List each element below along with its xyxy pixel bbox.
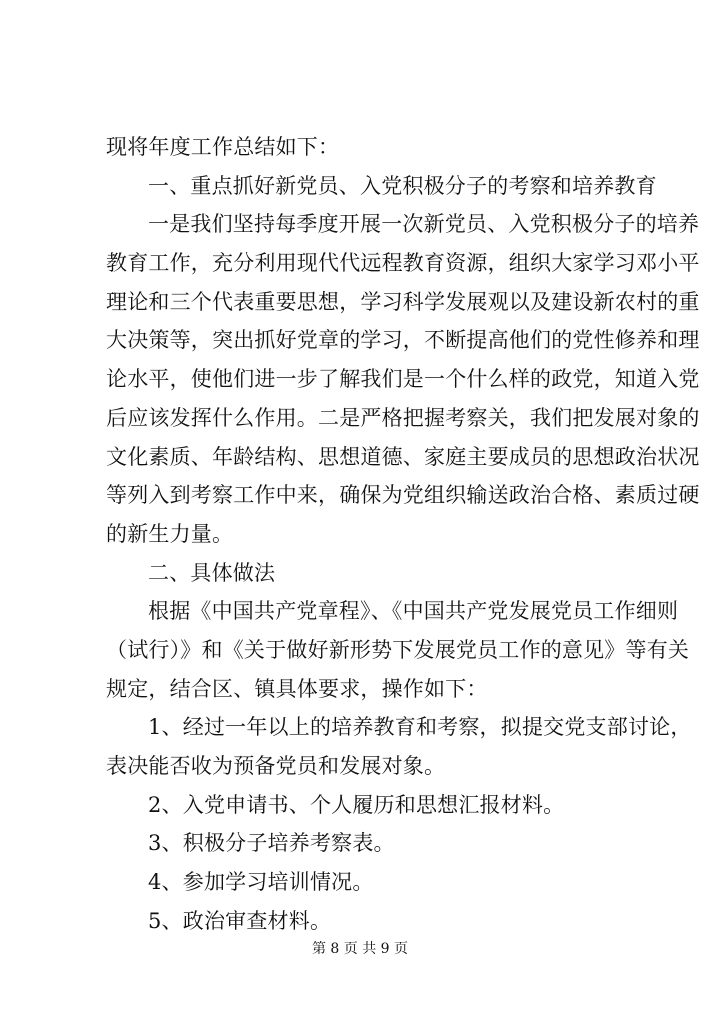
- list-item-continuation: 表决能否收为预备党员和发展对象。: [106, 754, 446, 778]
- body-line: 规定，结合区、镇具体要求，操作如下：: [106, 676, 488, 701]
- list-item: 3、积极分子培养考察表。: [148, 831, 395, 856]
- document-body: [106, 132, 700, 944]
- body-line: 后应该发挥什么作用。二是严格把握考察关，我们把发展对象的: [106, 405, 700, 430]
- body-line: 文化素质、年龄结构、思想道德、家庭主要成员的思想政治状况: [106, 444, 700, 469]
- body-line: 一是我们坚持每季度开展一次新党员、入党积极分子的培养: [148, 212, 700, 237]
- section-heading: 一、重点抓好新党员、入党积极分子的考察和培养教育: [148, 173, 657, 198]
- body-line: 教育工作，充分利用现代代远程教育资源，组织大家学习邓小平: [106, 251, 700, 276]
- list-item: 1、经过一年以上的培养教育和考察，拟提交党支部讨论，: [148, 715, 692, 740]
- body-line: 现将年度工作总结如下：: [106, 135, 340, 159]
- page-footer: 第 8 页 共 9 页: [311, 941, 409, 957]
- body-line: 论水平，使他们进一步了解我们是一个什么样的政党，知道入党: [106, 367, 700, 392]
- body-line: 大决策等，突出抓好党章的学习，不断提高他们的党性修养和理: [106, 328, 700, 353]
- section-heading: 二、具体做法: [148, 560, 276, 585]
- list-item: 4、参加学习培训情况。: [148, 870, 374, 895]
- list-item: 2、入党申请书、个人履历和思想汇报材料。: [148, 792, 565, 817]
- list-item: 5、政治审查材料。: [148, 908, 332, 933]
- body-line: 理论和三个代表重要思想，学习科学发展观以及建设新农村的重: [106, 289, 700, 314]
- body-line: （试行）》和《关于做好新形势下发展党员工作的意见》等有关: [106, 637, 690, 662]
- body-line: 等列入到考察工作中来，确保为党组织输送政治合格、素质过硬: [106, 483, 700, 508]
- body-line: 根据《中国共产党章程》、《中国共产党发展党员工作细则: [148, 599, 679, 624]
- body-line: 的新生力量。: [106, 521, 234, 546]
